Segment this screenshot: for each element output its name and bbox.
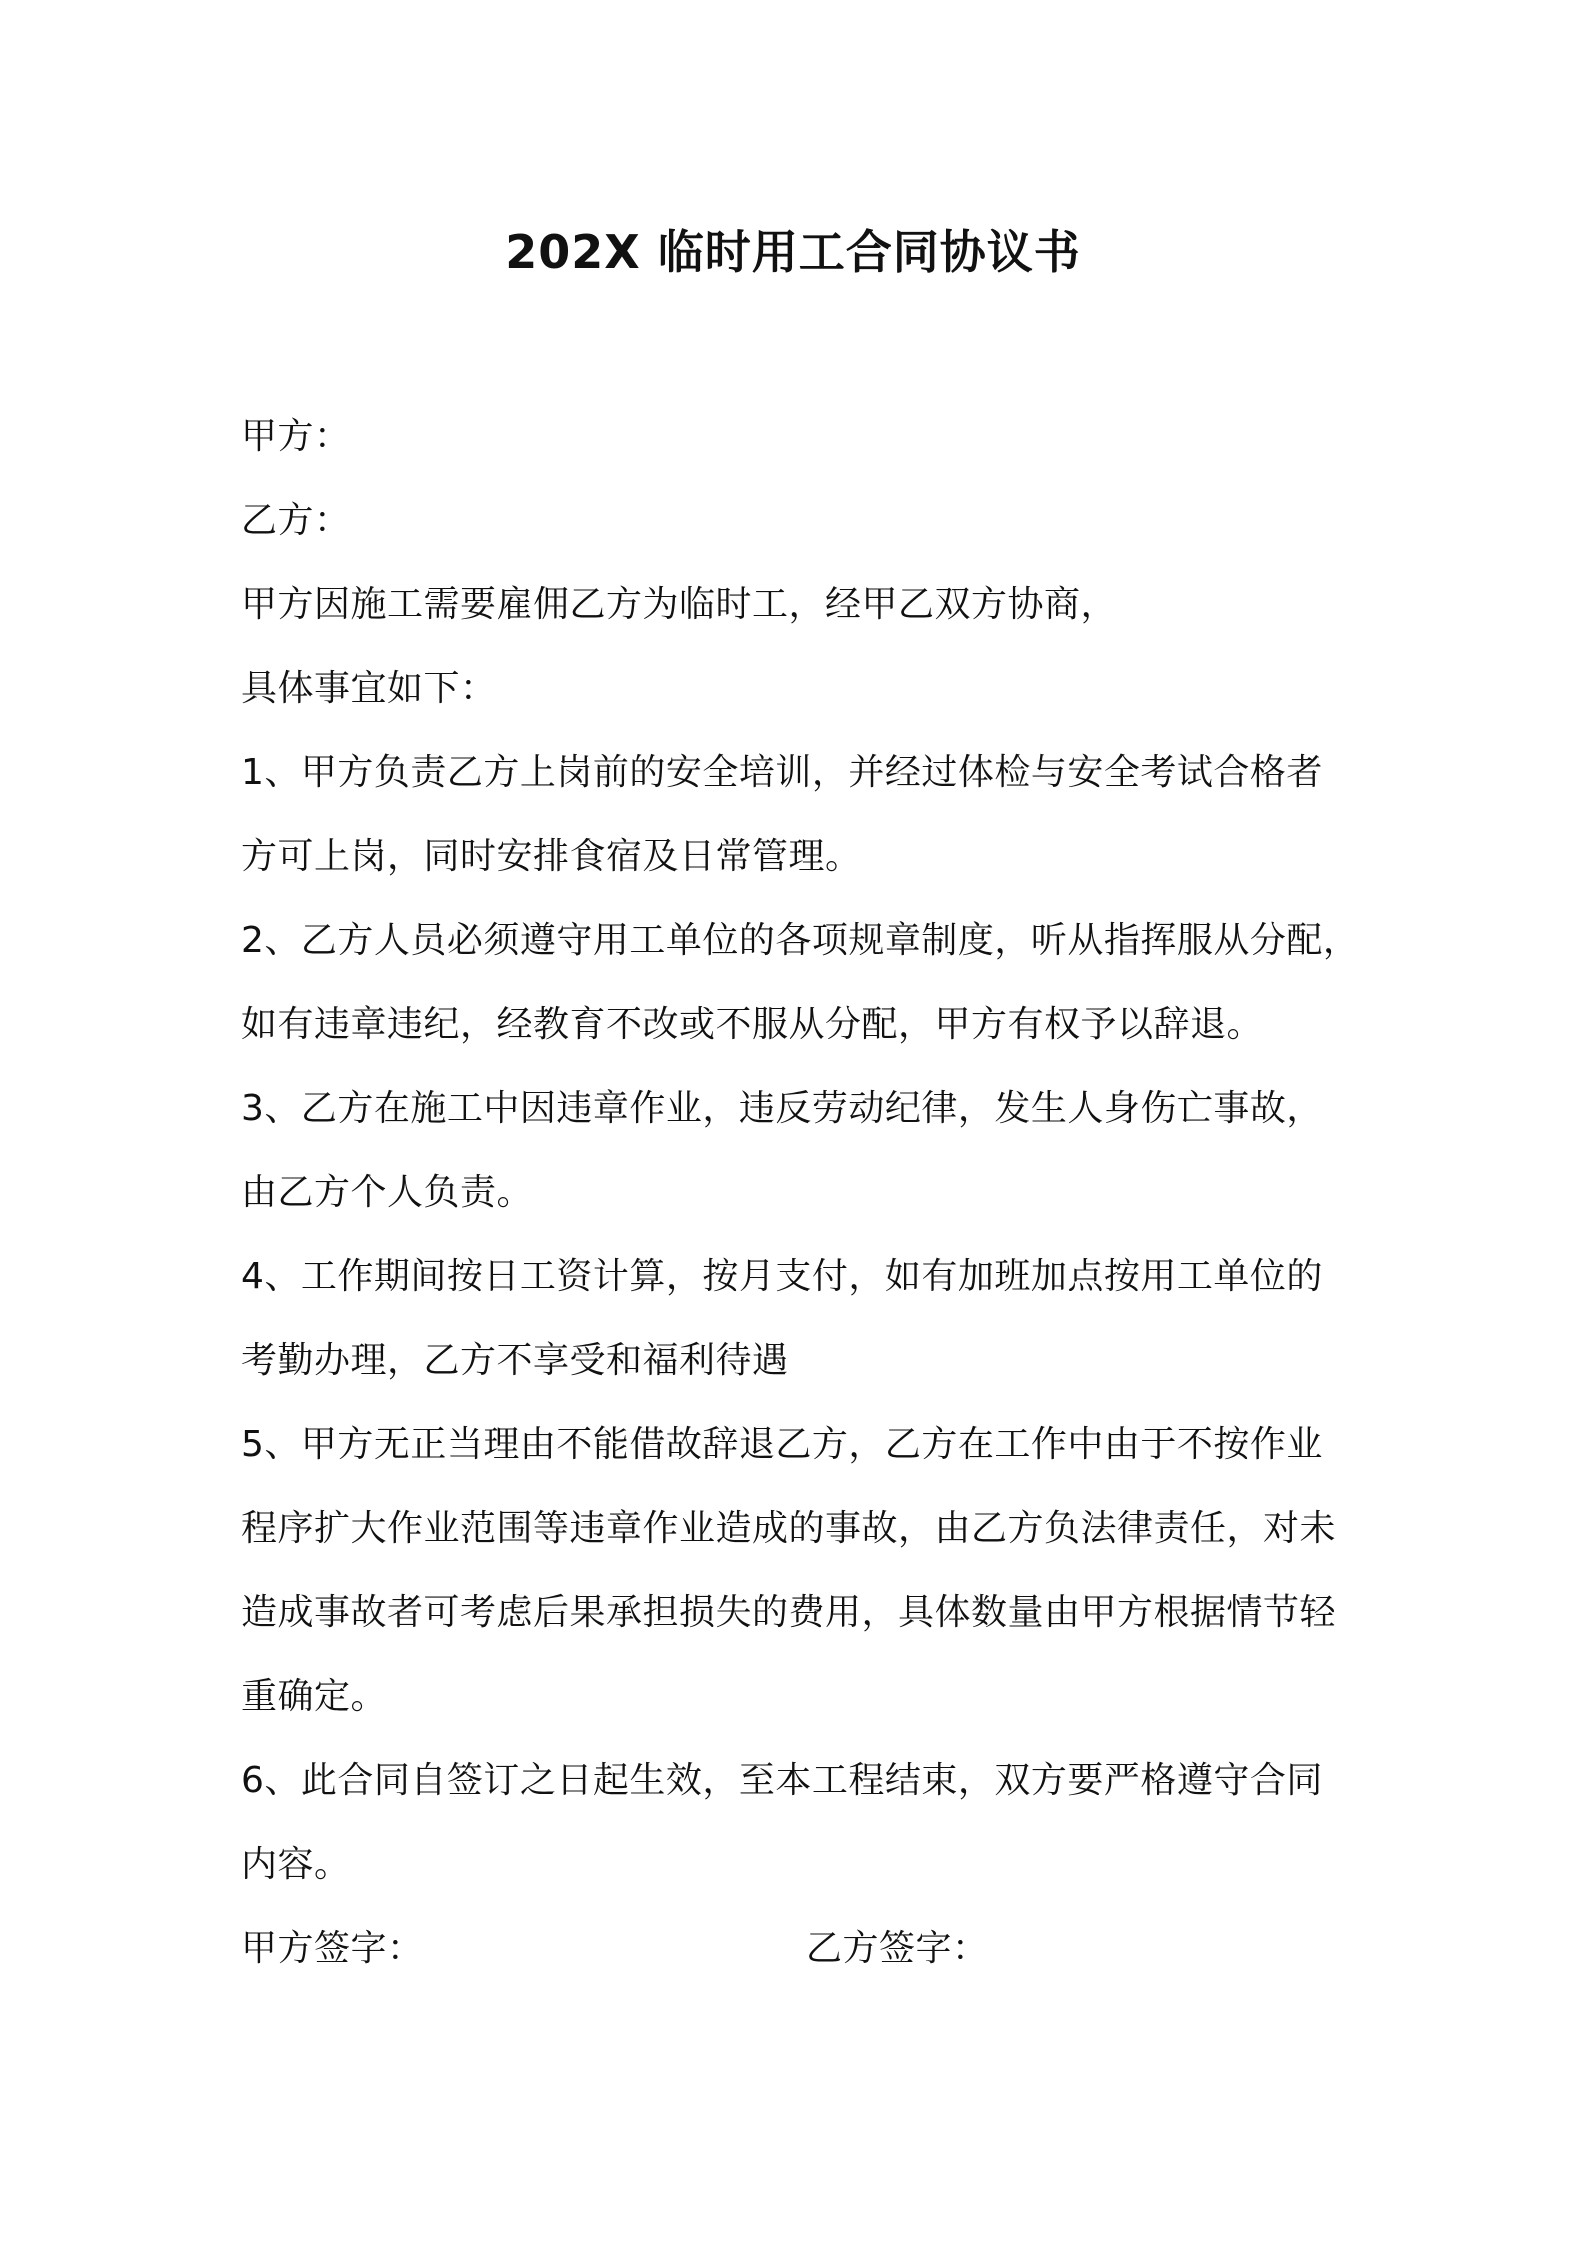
clause-6-line: 内容。: [241, 1844, 351, 1885]
party-a-label: 甲方：: [241, 416, 351, 457]
clause-1-line: 方可上岗，同时安排食宿及日常管理。: [241, 836, 862, 877]
clause-5-line: 重确定。: [241, 1676, 388, 1717]
signature-party-a: 甲方签字：: [241, 1928, 424, 1969]
clause-1-line: 1、甲方负责乙方上岗前的安全培训，并经过体检与安全考试合格者: [241, 752, 1323, 793]
clause-5-line: 程序扩大作业范围等违章作业造成的事故，由乙方负法律责任，对未: [241, 1508, 1337, 1549]
clause-3-line: 3、乙方在施工中因违章作业，违反劳动纪律，发生人身伤亡事故，: [241, 1088, 1323, 1129]
clause-3-line: 由乙方个人负责。: [241, 1172, 534, 1213]
intro-line: 甲方因施工需要雇佣乙方为临时工，经甲乙双方协商，: [241, 584, 1118, 625]
clause-5-line: 5、甲方无正当理由不能借故辞退乙方，乙方在工作中由于不按作业: [241, 1424, 1323, 1465]
party-b-label: 乙方：: [241, 500, 351, 541]
clause-2-line: 如有违章违纪，经教育不改或不服从分配，甲方有权予以辞退。: [241, 1004, 1264, 1045]
clause-5-line: 造成事故者可考虑后果承担损失的费用，具体数量由甲方根据情节轻: [241, 1592, 1337, 1633]
clause-6-line: 6、此合同自签订之日起生效，至本工程结束，双方要严格遵守合同: [241, 1760, 1323, 1801]
signature-party-b: 乙方签字：: [806, 1928, 989, 1969]
document-title: 202X 临时用工合同协议书: [505, 225, 1081, 279]
intro-line: 具体事宜如下：: [241, 668, 497, 709]
clause-2-line: 2、乙方人员必须遵守用工单位的各项规章制度，听从指挥服从分配，: [241, 920, 1360, 961]
clause-4-line: 4、工作期间按日工资计算，按月支付，如有加班加点按用工单位的: [241, 1256, 1323, 1297]
clause-4-line: 考勤办理，乙方不享受和福利待遇: [241, 1340, 789, 1381]
